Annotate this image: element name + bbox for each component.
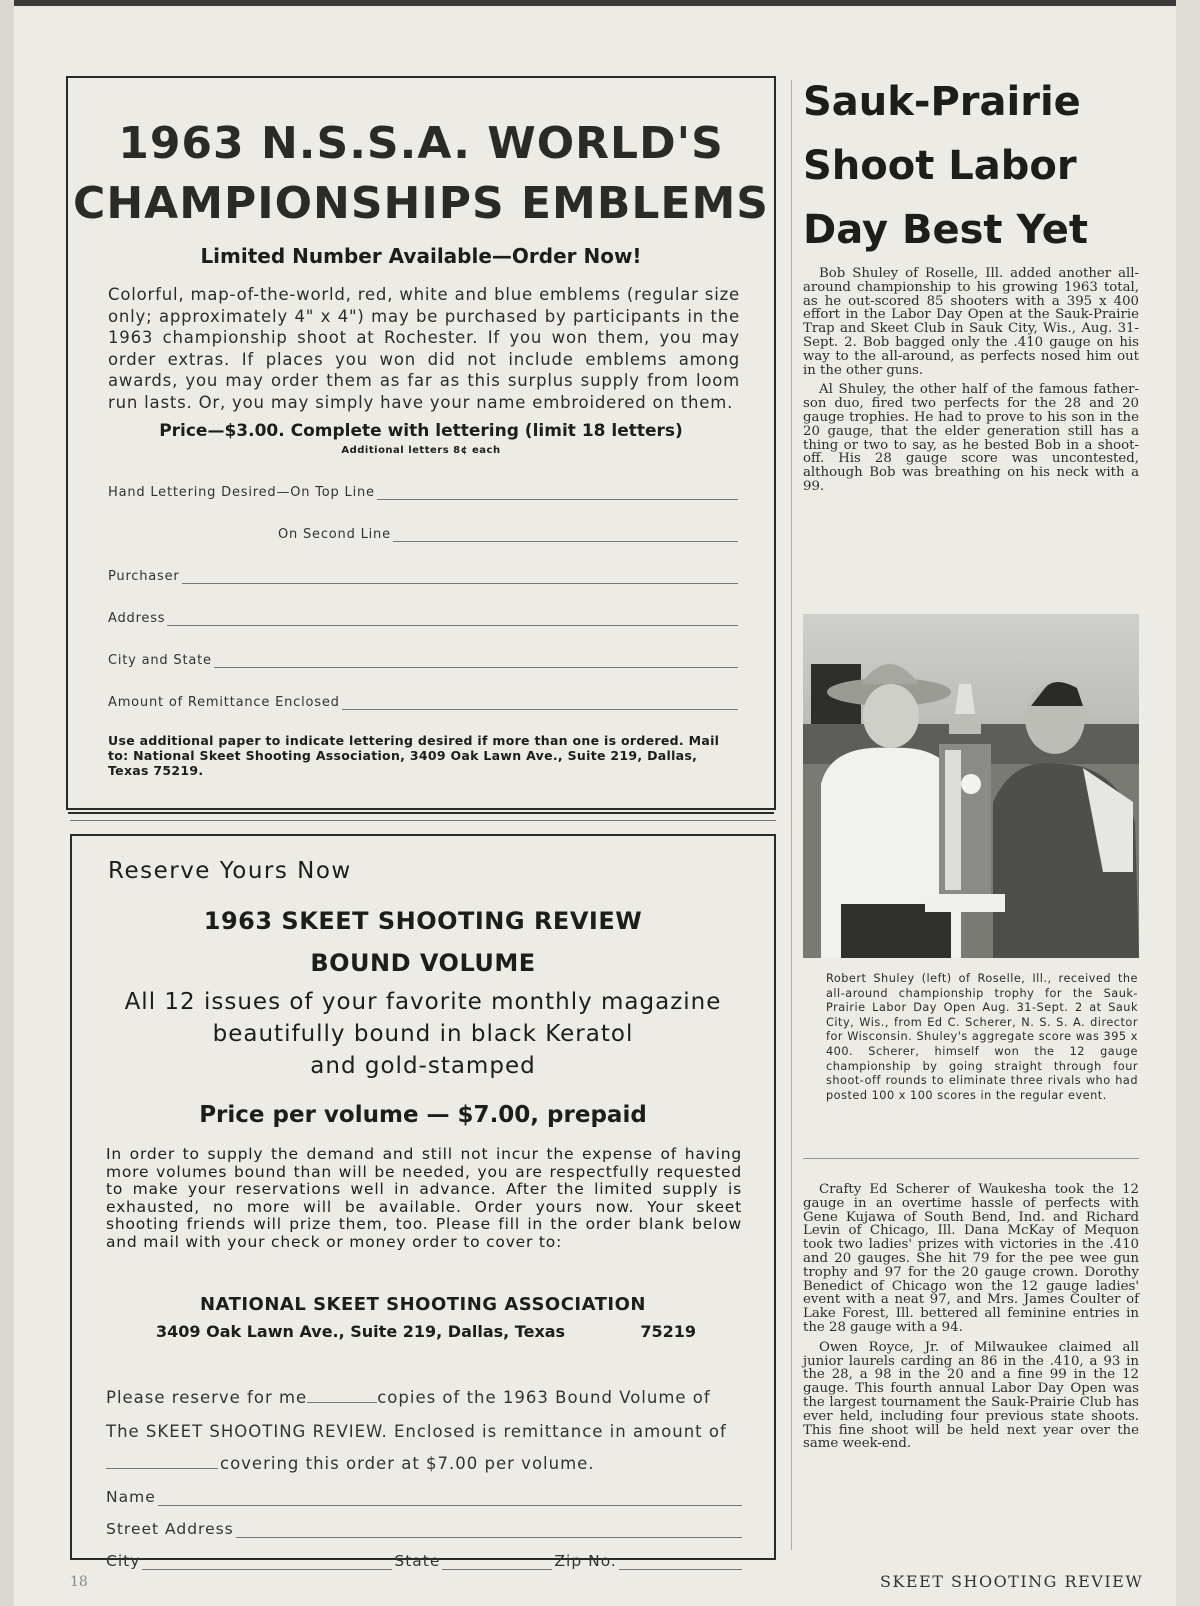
emblem-subtitle: Limited Number Available—Order Now! (200, 244, 642, 268)
second-line-label: On Second Line (278, 527, 391, 542)
article-intro: Bob Shuley of Roselle, Ill. added another all-around championship to his growing 1963 total, as he out-scored 85 shooters with a 395 x 400 effort in the Labor Day Open at the Sauk-Prairie Trap and Skeet Club in Sauk City, Wis., Aug. 31-Sept. 2. Bob bagged only the .410 gauge on his way to the all-around, as perfects nosed him out in the other guns. Al Shuley, the other half of the famous father-son duo, fired two perfects for the 28 and 20 gauge trophies. He had to prove to his son in the 20 gauge, that the elder generation still has a thing or two to say, as he bested Bob in a shoot-off. His 28 gauge score was uncontested, although Bob was breathing on his neck with a 99. (803, 266, 1139, 494)
city-state-field[interactable] (108, 646, 738, 668)
emblem-mailing-instructions: Use additional paper to indicate lettering desired if more than one is ordered. Mail to: National Skeet Shooting Association, 3409 Oak Lawn Ave., Suite 219, Dallas, Texas 75219. (108, 733, 720, 778)
address-blank[interactable] (167, 611, 738, 626)
bound-volume-box (70, 834, 776, 1570)
article-headline: Sauk-Prairie Shoot Labor Day Best Yet (803, 79, 1088, 253)
bound-volume-title: 1963 SKEET SHOOTING REVIEW BOUND VOLUME (203, 907, 643, 977)
magazine-name: SKEET SHOOTING REVIEW (880, 1572, 1144, 1591)
hand-lettering-blank[interactable] (377, 485, 738, 500)
zip-blank[interactable] (619, 1555, 742, 1570)
name-field[interactable]: Name (106, 1484, 742, 1506)
city-state-blank[interactable] (214, 653, 738, 668)
city-blank[interactable] (142, 1555, 392, 1570)
org-address: 3409 Oak Lawn Ave., Suite 219, Dallas, Texas 75219 (156, 1322, 696, 1341)
second-line-field[interactable] (278, 520, 738, 542)
street-address-blank[interactable] (236, 1523, 742, 1538)
remittance-line: The SKEET SHOOTING REVIEW. Enclosed is remittance in amount of (106, 1422, 727, 1441)
purchaser-label: Purchaser (108, 569, 180, 584)
city-state-zip-field[interactable]: City State Zip No. (106, 1548, 742, 1570)
purchaser-field[interactable] (108, 562, 738, 584)
name-blank[interactable] (158, 1491, 742, 1506)
column-divider (791, 80, 792, 1550)
copies-blank[interactable] (307, 1388, 377, 1403)
remittance-field[interactable] (108, 688, 738, 710)
covering-line: covering this order at $7.00 per volume. (106, 1454, 742, 1473)
amount-blank[interactable] (106, 1454, 218, 1469)
city-state-label: City and State (108, 653, 212, 668)
divider (70, 820, 776, 821)
hand-lettering-field[interactable] (108, 478, 738, 500)
street-address-field[interactable]: Street Address (106, 1516, 742, 1538)
page-number: 18 (70, 1574, 88, 1590)
emblem-price-note: Additional letters 8¢ each (341, 445, 501, 456)
address-field[interactable] (108, 604, 738, 626)
photo-caption: Robert Shuley (left) of Roselle, Ill., received the all-around championship trophy for the Sauk-Prairie Labor Day Open Aug. 31-Sept. 2 at Sauk City, Wis., from Ed C. Scherer, N. S. S. A. director for Wisconsin. Shuley's aggregate score was 395 x 400. Scherer, himself won the 12 gauge championship by going straight through four shoot-off rounds to eliminate three rivals who had posted 100 x 100 scores in the regular event. (826, 972, 1138, 1102)
trophy-icon (919, 684, 1009, 924)
remittance-label: Amount of Remittance Enclosed (108, 695, 340, 710)
article-continuation: Crafty Ed Scherer of Waukesha took the 12 gauge in an overtime hassle of perfects with Gene Kujawa of South Bend, Ind. and Richard Levin of Chicago, Ill. Dana McKay of Mequon took two ladies' prizes with victories in the .410 and 20 gauges. She hit 79 for the pee wee gun trophy and 97 for the 20 gauge crown. Dorothy Benedict of Chicago won the 12 gauge ladies' event with a neat 97, and Mrs. James Coulter of Lake Forest, Ill. bettered all feminine entries in the 28 gauge with a 94. Owen Royce, Jr. of Milwaukee claimed all junior laurels carding an 86 in the .410, a 93 in the 28, a 98 in the 20 and a fine 99 in the 12 gauge. This fourth annual Labor Day Open was the largest tournament the Sauk-Prairie Club has ever held, including four previous state shoots. This fine shoot will be held next year over the same week-end. (803, 1182, 1139, 1452)
state-blank[interactable] (442, 1555, 552, 1570)
emblem-description: Colorful, map-of-the-world, red, white and blue emblems (regular size only; approximately 4" x 4") may be purchased by participants in the 1963 championship shoot at Rochester. If you won them, you may order extras. If places you won did not include emblems among awards, you may order them as far as this surplus supply from loom run lasts. Or, you may simply have your name embroidered on them. (108, 285, 740, 412)
volume-description: In order to supply the demand and still not incur the expense of having more volumes bound than will be needed, you are respectfully requested to make your reservations well in advance. After the limited supply is exhausted, no more will be available. Order yours now. Your skeet shooting friends will prize them, too. Please fill in the order blank below and mail with your check or money order to cover to: (106, 1145, 742, 1251)
bound-volume-lead: All 12 issues of your favorite monthly magazine beautifully bound in black Keratol and gold-stamped (124, 989, 722, 1079)
reserve-copies-line: Please reserve for me copies of the 1963 Bound Volume of (106, 1388, 711, 1407)
volume-price: Price per volume — $7.00, prepaid (199, 1102, 647, 1128)
top-border (0, 0, 1200, 6)
divider (803, 1158, 1139, 1159)
page-binding-edge (0, 0, 14, 1606)
second-line-blank[interactable] (393, 527, 738, 542)
remittance-blank[interactable] (342, 695, 738, 710)
emblem-price: Price—$3.00. Complete with lettering (limit 18 letters) (159, 421, 683, 441)
hand-lettering-label: Hand Lettering Desired—On Top Line (108, 485, 375, 500)
trophy-photo (803, 614, 1139, 958)
page-right-edge (1176, 0, 1200, 1606)
divider (68, 812, 774, 814)
org-name: NATIONAL SKEET SHOOTING ASSOCIATION (199, 1294, 646, 1315)
purchaser-blank[interactable] (182, 569, 738, 584)
address-label: Address (108, 611, 166, 626)
emblem-order-box (66, 76, 776, 810)
emblem-title: 1963 N.S.S.A. WORLD'S CHAMPIONSHIPS EMBLEMS (73, 118, 769, 229)
reserve-heading: Reserve Yours Now (108, 858, 352, 884)
